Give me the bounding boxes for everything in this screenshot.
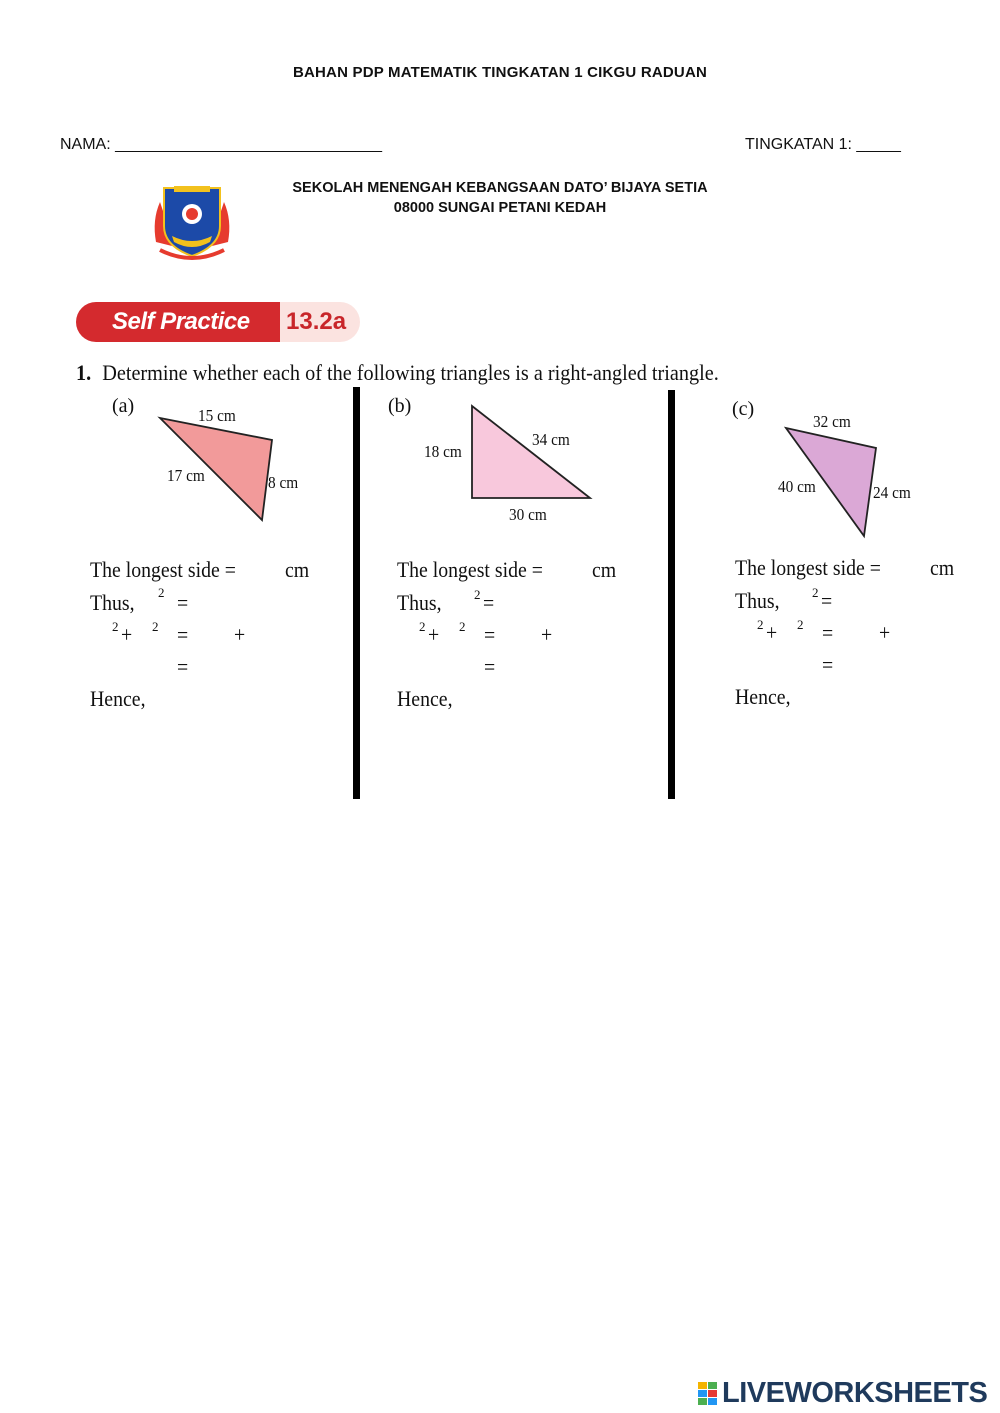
column-divider-2	[668, 390, 675, 799]
unit-b: cm	[592, 557, 617, 582]
hence-b: Hence,	[397, 686, 453, 711]
banner-label: Self Practice	[76, 302, 280, 342]
sup-b1: 2	[474, 587, 481, 602]
thus-c: Thus,	[735, 588, 780, 613]
sup-b3: 2	[459, 619, 466, 634]
sup-a1: 2	[158, 585, 165, 600]
unit-c: cm	[930, 555, 955, 580]
part-a-label: (a)	[112, 395, 135, 417]
liveworksheets-brand: LIVEWORKSHEETS	[722, 1377, 988, 1409]
side-a1: 15 cm	[198, 406, 236, 425]
self-practice-banner	[76, 302, 360, 344]
side-c3: 24 cm	[873, 483, 911, 502]
sup-a2: 2	[112, 619, 119, 634]
eq-b1: =	[483, 590, 495, 615]
sup-a3: 2	[152, 619, 159, 634]
hence-a: Hence,	[90, 686, 146, 711]
plus-c1: +	[766, 620, 778, 645]
question-body: Determine whether each of the following triangles is a right-angled triangle.	[102, 360, 719, 385]
plus-a2: +	[234, 622, 246, 647]
liveworksheets-logo[interactable]	[698, 1376, 994, 1410]
side-a2: 17 cm	[167, 466, 205, 485]
unit-a: cm	[285, 557, 310, 582]
eq-c2: =	[822, 620, 834, 645]
sup-c3: 2	[797, 617, 804, 632]
liveworksheets-blocks-icon	[698, 1382, 718, 1406]
question-number: 1.	[76, 360, 92, 385]
sup-c1: 2	[812, 585, 819, 600]
plus-b1: +	[428, 622, 440, 647]
part-b-label: (b)	[388, 395, 412, 417]
side-b3: 30 cm	[509, 505, 547, 524]
longest-side-c: The longest side =	[735, 555, 881, 580]
eq-b2: =	[484, 622, 496, 647]
school-name: SEKOLAH MENENGAH KEBANGSAAN DATO’ BIJAYA SETIA	[292, 180, 708, 196]
side-a3: 8 cm	[268, 473, 299, 492]
eq-c1: =	[821, 588, 833, 613]
side-c1: 32 cm	[813, 412, 851, 431]
eq-c3: =	[822, 652, 834, 677]
plus-b2: +	[541, 622, 553, 647]
longest-side-b: The longest side =	[397, 557, 543, 582]
side-b1: 18 cm	[424, 442, 462, 461]
column-divider-1	[353, 387, 360, 799]
triangle-b-shape	[472, 406, 590, 498]
document-title: BAHAN PDP MATEMATIK TINGKATAN 1 CIKGU RADUAN	[292, 64, 708, 81]
part-c-label: (c)	[732, 398, 755, 420]
longest-side-a: The longest side =	[90, 557, 236, 582]
plus-c2: +	[879, 620, 891, 645]
eq-a1: =	[177, 590, 189, 615]
name-field[interactable]: NAMA: ______________________________	[60, 136, 383, 153]
plus-a1: +	[121, 622, 133, 647]
question-text	[76, 360, 719, 386]
class-field[interactable]: TINGKATAN 1: _____	[745, 136, 901, 153]
thus-b: Thus,	[397, 590, 442, 615]
banner-number: 13.2a	[280, 302, 360, 342]
sup-b2: 2	[419, 619, 426, 634]
sup-c2: 2	[757, 617, 764, 632]
eq-a3: =	[177, 654, 189, 679]
side-b2: 34 cm	[532, 430, 570, 449]
school-address: 08000 SUNGAI PETANI KEDAH	[393, 200, 607, 216]
triangle-b	[460, 400, 600, 506]
eq-a2: =	[177, 622, 189, 647]
thus-a: Thus,	[90, 590, 135, 615]
eq-b3: =	[484, 654, 496, 679]
side-c2: 40 cm	[778, 477, 816, 496]
hence-c: Hence,	[735, 684, 791, 709]
